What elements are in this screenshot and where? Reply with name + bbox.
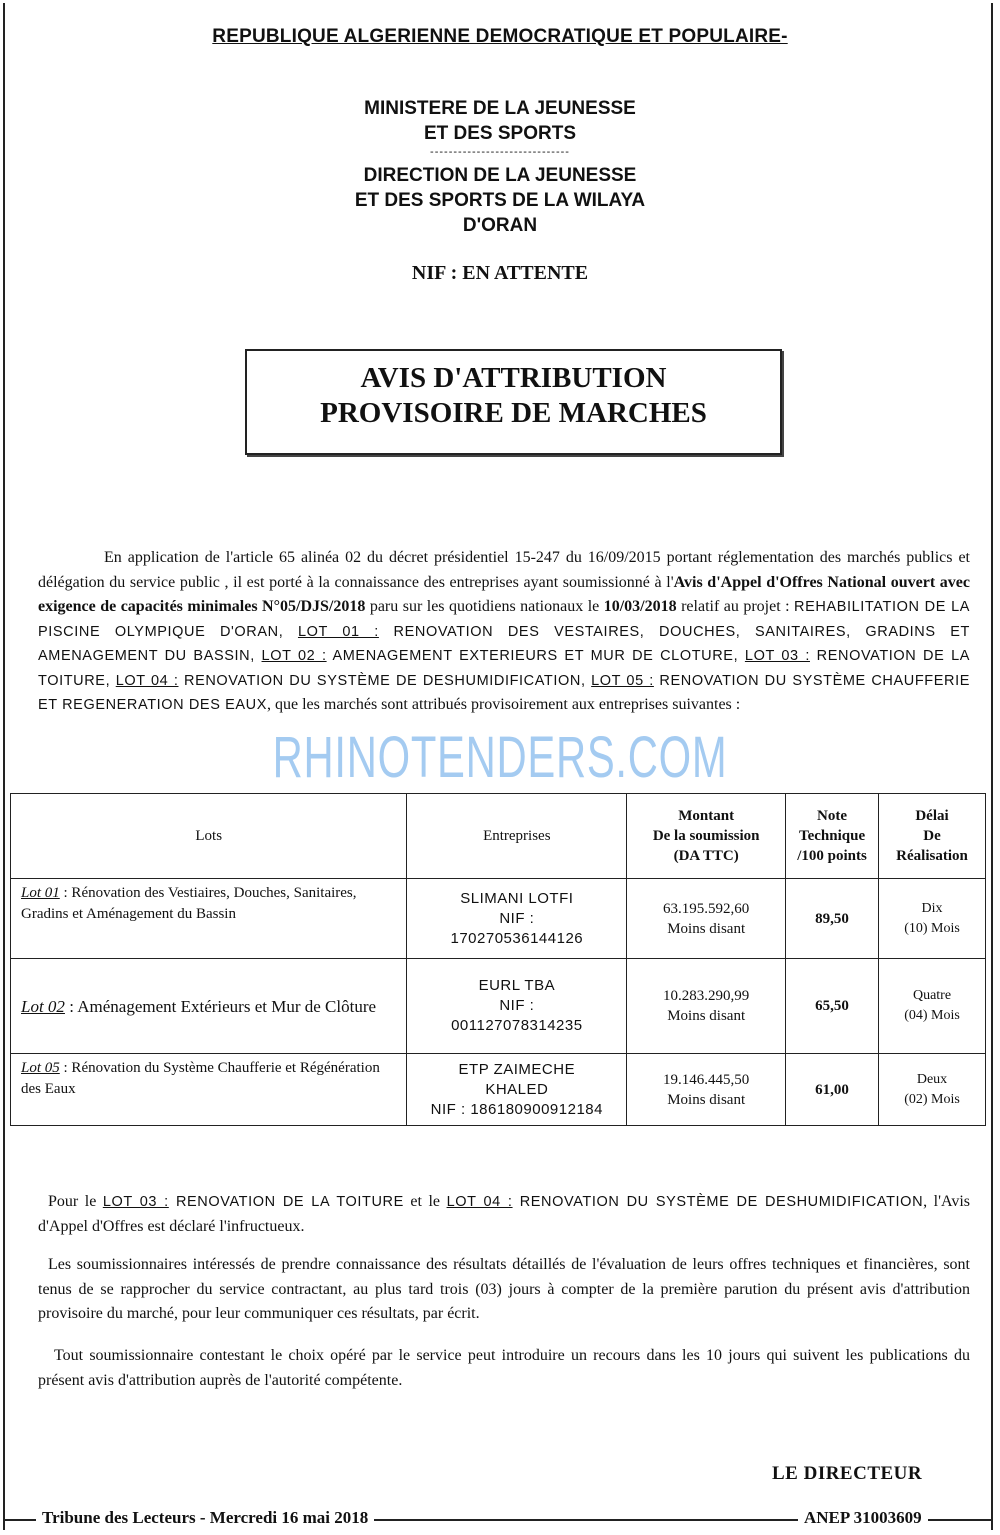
delay-months: (04) Mois (904, 1008, 960, 1023)
amount-value: 10.283.290,99 (663, 988, 750, 1004)
lot-label: Lot 01 (21, 885, 60, 901)
unsuccessful-text-3: , l'Avis d'Appel d'Offres est déclaré l'infructueux. (38, 1193, 971, 1235)
table-row (11, 959, 986, 1054)
enterprise-name: EURL TBA (478, 977, 556, 994)
nif-status: NIF : EN ATTENTE (411, 262, 589, 284)
lot-cell (11, 1054, 407, 1126)
amount-cell (627, 1054, 786, 1126)
lot-02-text: AMENAGEMENT EXTERIEURS ET MUR DE CLOTURE, (326, 648, 745, 664)
unsuccessful-lot-04-text: RENOVATION DU SYSTÈME DE DESHUMIDIFICATION (512, 1194, 924, 1210)
lot-description: : Rénovation du Système Chaufferie et Régénération des Eaux (21, 1060, 380, 1097)
footer-publication: Tribune des Lecteurs - Mercredi 16 mai 2018 (36, 1508, 374, 1528)
unsuccessful-lots-paragraph (38, 1190, 970, 1239)
unsuccessful-lot-03-label: LOT 03 : (102, 1194, 169, 1210)
lot-label: Lot 05 (21, 1060, 60, 1076)
notice-title-line-1: AVIS D'ATTRIBUTION (360, 362, 667, 394)
lot-02-label: LOT 02 : (261, 648, 327, 664)
header-delai-line-1: Délai (915, 808, 949, 824)
delay-word: Quatre (912, 988, 952, 1003)
republic-header: REPUBLIQUE ALGERIENNE DEMOCRATIQUE ET POPULAIRE- (212, 26, 788, 47)
lot-04-label: LOT 04 : (115, 672, 179, 689)
amount-value: 19.146.445,50 (663, 1071, 750, 1088)
enterprise-cell (407, 879, 627, 959)
lot-description: : Aménagement Extérieurs et Mur de Clôture (64, 996, 377, 1016)
enterprise-nif-label: NIF : (499, 997, 535, 1014)
unsuccessful-text-1: Pour le (48, 1193, 103, 1210)
lot-05-text: RENOVATION DU SYSTÈME CHAUFFERIE ET REGENERATION DES EAUX (38, 672, 970, 713)
enterprise-nif-label: NIF : (499, 909, 535, 927)
ministry-line-2: ET DES SPORTS (423, 123, 577, 144)
tech-score-cell: 65,50 (786, 959, 879, 1054)
intro-text-3: relatif au projet : (676, 598, 795, 615)
intro-text-4: , que les marchés sont attribués provisoirement aux entreprises suivantes : (267, 696, 741, 713)
amount-value: 63.195.592,60 (663, 900, 750, 917)
header-note-line-2: Technique (798, 828, 866, 844)
notice-title-box (245, 349, 782, 455)
enterprise-name-line-2: KHALED (485, 1080, 549, 1098)
signature-title: LE DIRECTEUR (772, 1463, 923, 1484)
amount-note: Moins disant (667, 1008, 746, 1024)
header-entreprises: Entreprises (407, 794, 627, 879)
lot-cell (11, 879, 407, 959)
watermark: RHINOTENDERS.COM (272, 725, 728, 790)
delay-word: Deux (916, 1071, 948, 1087)
delay-cell (879, 959, 986, 1054)
lot-label: Lot 02 (21, 996, 65, 1016)
tender-reference: Avis d'Appel d'Offres National ouvert avec exigence de capacités minimales N°05/DJS/2018 (38, 573, 971, 615)
award-table (10, 793, 986, 1126)
ministry-name (0, 96, 1000, 146)
header-note-line-1: Note (817, 808, 848, 824)
ministry-line-1: MINISTERE DE LA JEUNESSE (364, 98, 636, 119)
lot-05-label: LOT 05 : (591, 672, 654, 689)
header-montant-line-3: (DA TTC) (673, 848, 739, 864)
delay-months: (02) Mois (904, 1091, 960, 1107)
direction-name (0, 163, 1000, 238)
enterprise-nif: 001127078314235 (451, 1017, 583, 1034)
intro-text-1: En application de l'article 65 alinéa 02 du décret présidentiel 15-247 du 16/09/2015 portant réglementation des marchés publics et délégation du service public , il est porté à la connaissance des entreprises ayant soumissionné à l' (38, 549, 970, 591)
lot-01-text: RENOVATION DES VESTAIRES, DOUCHES, SANITAIRES, GRADINS ET AMENAGEMENT DU BASSIN, (38, 623, 970, 664)
delay-cell (879, 879, 986, 959)
header-montant-line-1: Montant (678, 808, 735, 824)
enterprise-cell (407, 959, 627, 1054)
amount-cell (627, 959, 786, 1054)
tech-score-cell: 89,50 (786, 879, 879, 959)
publication-date: 10/03/2018 (603, 598, 677, 615)
amount-cell (627, 879, 786, 959)
lot-description: : Rénovation des Vestiaires, Douches, Sanitaires, Gradins et Aménagement du Bassin (21, 885, 357, 922)
enterprise-nif: NIF : 186180900912184 (430, 1100, 603, 1118)
lot-03-text: RENOVATION DE LA TOITURE, (38, 648, 971, 689)
direction-line-2: ET DES SPORTS DE LA WILAYA (354, 190, 646, 211)
project-name: REHABILITATION DE LA PISCINE OLYMPIQUE D'ORAN, (38, 599, 971, 640)
table-header-row (11, 794, 986, 879)
header-delai-line-3: Réalisation (896, 848, 968, 864)
enterprise-cell (407, 1054, 627, 1126)
header-note (786, 794, 879, 879)
header-montant (627, 794, 786, 879)
enterprise-name: ETP ZAIMECHE (458, 1060, 576, 1078)
header-separator: ------------------------------ (430, 146, 570, 158)
header-delai-line-2: De (923, 828, 941, 844)
enterprise-name: SLIMANI LOTFI (460, 889, 574, 907)
tech-score-cell: 61,00 (786, 1054, 879, 1126)
header-note-line-3: /100 points (797, 848, 867, 864)
table-row (11, 1054, 986, 1126)
bidders-results-paragraph: Les soumissionnaires intéressés de prendre connaissance des résultats détaillés de l'évaluation de leurs offres techniques et financières, sont tenus de se rapprocher du service contractant, au plus tard trois (03) jours à compter de la première parution du présent avis d'attribution provisoire du marché, pour leur communiquer ces résultats, par écrit. (38, 1256, 970, 1322)
direction-line-3: D'ORAN (462, 215, 538, 236)
notice-title-line-2: PROVISOIRE DE MARCHES (320, 397, 707, 429)
header-lots: Lots (11, 794, 407, 879)
unsuccessful-text-2: et le (403, 1193, 447, 1210)
intro-text-2: paru sur les quotidiens nationaux le (365, 598, 604, 615)
delay-months: (10) Mois (904, 920, 960, 936)
lot-04-text: RENOVATION DU SYSTÈME DE DESHUMIDIFICATION, (178, 672, 592, 689)
lot-03-label: LOT 03 : (744, 648, 810, 664)
amount-note: Moins disant (667, 920, 746, 937)
intro-paragraph (38, 546, 970, 718)
delay-word: Dix (921, 900, 943, 916)
appeal-paragraph: Tout soumissionnaire contestant le choix opéré par le service peut introduire un recours dans les 10 jours qui suivent les publications du présent avis d'attribution auprès de l'autorité compétente. (38, 1347, 970, 1389)
table-row (11, 879, 986, 959)
unsuccessful-lot-04-label: LOT 04 : (446, 1194, 513, 1210)
lot-cell (11, 959, 407, 1054)
enterprise-nif: 170270536144126 (450, 929, 584, 947)
header-montant-line-2: De la soumission (652, 828, 760, 844)
direction-line-1: DIRECTION DE LA JEUNESSE (363, 165, 637, 186)
footer-reference: ANEP 31003609 (798, 1508, 928, 1528)
unsuccessful-lot-03-text: RENOVATION DE LA TOITURE (168, 1194, 404, 1210)
amount-note: Moins disant (667, 1091, 746, 1108)
delay-cell (879, 1054, 986, 1126)
header-delai (879, 794, 986, 879)
lot-01-label: LOT 01 : (297, 623, 379, 640)
